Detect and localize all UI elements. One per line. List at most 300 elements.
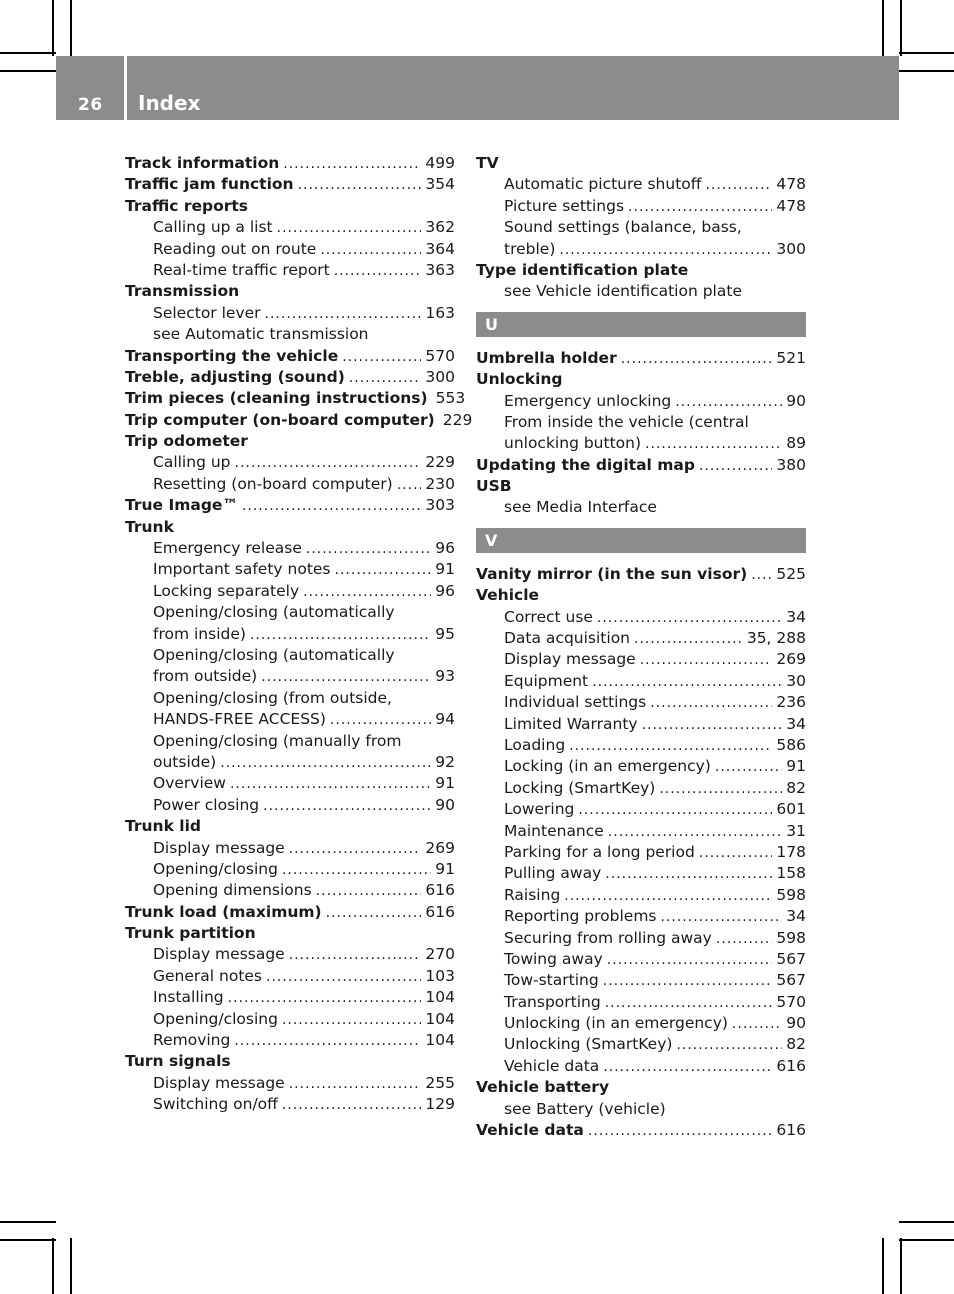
dot-leader [659,779,782,800]
index-subentry [476,217,806,238]
entry-text: Trim pieces (cleaning instructions) [125,389,428,408]
page-reference[interactable]: 82 [786,1035,806,1054]
dot-leader [250,625,431,646]
page-reference[interactable]: 129 [425,1095,455,1114]
index-entry [125,1051,455,1072]
entry-text: Raising [504,885,561,904]
dot-leader [277,218,422,239]
dot-leader [605,864,772,885]
entry-text: Unlocking (in an emergency) [504,1014,728,1033]
page-reference[interactable]: 525 [776,564,806,583]
index-subentry[interactable] [476,714,806,735]
index-subentry[interactable] [476,842,806,863]
entry-text: Traffic jam function [125,175,294,194]
index-subentry[interactable] [125,752,455,773]
page-reference[interactable]: 92 [435,752,455,771]
entry-text: Opening/closing (automatically [153,645,395,664]
crop-mark [899,52,954,54]
page-reference[interactable]: 178 [776,842,806,861]
index-subentry [476,281,806,302]
index-entry [125,196,455,217]
index-subentry[interactable] [476,1056,806,1077]
dot-leader [230,774,431,795]
crop-mark [882,1238,884,1294]
dot-leader [282,1010,421,1031]
page-reference[interactable]: 230 [425,474,455,493]
index-subentry[interactable] [476,821,806,842]
page-reference[interactable]: 354 [425,175,455,194]
dot-leader [675,392,782,413]
dot-leader [699,843,773,864]
crop-mark [899,1239,954,1241]
dot-leader [289,1074,422,1095]
dot-leader [242,496,421,517]
index-subentry[interactable] [125,239,455,260]
index-subentry[interactable] [125,1094,455,1115]
page-reference[interactable]: 91 [786,757,806,776]
page-reference[interactable]: 598 [776,928,806,947]
entry-text: Track information [125,154,280,172]
page-reference[interactable]: 82 [786,778,806,797]
index-subentry[interactable] [125,217,455,238]
crop-mark [899,70,954,72]
dot-leader [289,839,422,860]
index-subentry[interactable] [125,303,455,324]
entry-text: Vehicle battery [476,1078,610,1097]
entry-text: Maintenance [504,821,604,840]
page-reference[interactable]: 521 [776,348,806,367]
page-reference[interactable]: 104 [425,988,455,1007]
index-column-left [125,153,473,1116]
dot-leader [282,1095,422,1116]
index-subentry[interactable] [476,649,806,670]
page-reference[interactable]: 93 [435,667,455,686]
index-subentry [125,645,455,666]
dot-leader [650,693,772,714]
crop-mark [0,70,56,72]
page-reference[interactable]: 478 [776,175,806,194]
page-reference[interactable]: 91 [435,859,455,878]
dot-leader [334,261,422,282]
page-reference[interactable]: 380 [776,455,806,474]
crop-mark [899,1221,954,1223]
entry-text: Data acquisition [504,629,630,648]
dot-leader [640,650,773,671]
page-reference[interactable]: 35, 288 [746,629,806,648]
index-subentry[interactable] [125,666,455,687]
index-subentry[interactable] [476,885,806,906]
page-reference[interactable]: 91 [435,774,455,793]
index-subentry[interactable] [476,391,806,412]
index-entry[interactable] [125,153,455,174]
index-subentry[interactable] [476,1034,806,1055]
entry-text: from outside) [153,667,258,686]
dot-leader [335,560,432,581]
index-subentry[interactable] [476,928,806,949]
entry-text: Display message [153,1073,285,1092]
entry-text: Opening dimensions [153,881,312,900]
entry-text: Vanity mirror (in the sun visor) [476,564,748,583]
index-subentry [125,324,455,345]
entry-text: Transporting [504,992,601,1011]
index-subentry[interactable] [125,709,455,730]
dot-leader [603,971,773,992]
dot-leader [569,736,772,757]
crop-mark [0,1239,56,1241]
entry-text: Important safety notes [153,560,331,579]
dot-leader [751,565,772,586]
page-reference[interactable]: 158 [776,864,806,883]
index-entry[interactable] [125,495,455,516]
page-reference[interactable]: 570 [776,992,806,1011]
dot-leader [261,667,431,688]
index-subentry [476,1099,806,1120]
entry-text: Vehicle [476,586,540,605]
index-entry [476,476,806,497]
dot-leader [661,907,783,928]
dot-leader [330,710,431,731]
entry-text: outside) [153,752,217,771]
index-entry [125,431,455,452]
entry-text: see Vehicle identification plate [504,282,742,301]
entry-text: Overview [153,774,226,793]
dot-leader [320,240,421,261]
index-entry [125,816,455,837]
entry-text: Reading out on route [153,239,317,258]
page-reference[interactable]: 616 [776,1056,806,1075]
entry-text: Limited Warranty [504,714,638,733]
section-header: U [476,312,806,337]
index-subentry[interactable] [476,196,806,217]
index-subentry[interactable] [476,949,806,970]
entry-text: Correct use [504,607,593,626]
dot-leader [564,886,772,907]
dot-leader [578,800,772,821]
page-reference[interactable]: 601 [776,800,806,819]
dot-leader [316,881,422,902]
page-reference[interactable]: 34 [786,714,806,733]
page-reference[interactable]: 34 [786,607,806,626]
index-entry[interactable] [125,410,473,431]
page-reference[interactable]: 363 [425,260,455,279]
dot-leader [605,993,773,1014]
entry-text: True Image™ [125,496,238,515]
entry-text: Selector lever [153,303,261,322]
entry-text: Unlocking [476,370,563,389]
crop-mark [882,0,884,56]
dot-leader [705,175,772,196]
index-subentry[interactable] [125,474,455,495]
index-subentry[interactable] [476,970,806,991]
index-entry[interactable] [125,388,466,409]
page-reference[interactable]: 478 [776,196,806,215]
index-entry [476,260,806,281]
dot-leader [283,154,421,175]
page-title: Index [138,91,201,115]
index-subentry[interactable] [125,966,455,987]
entry-text: Trunk load (maximum) [125,902,322,921]
entry-text: from inside) [153,624,246,643]
index-subentry[interactable] [476,756,806,777]
index-subentry[interactable] [125,1009,455,1030]
dot-leader [303,582,431,603]
index-subentry[interactable] [125,581,455,602]
entry-text: Treble, adjusting (sound) [125,367,345,386]
index-subentry[interactable] [125,559,455,580]
index-entry[interactable] [125,346,455,367]
crop-mark [70,1238,72,1294]
index-subentry[interactable] [125,859,455,880]
entry-text: Trunk [125,517,174,536]
entry-text: Traffic reports [125,196,249,215]
index-entry[interactable] [125,367,455,388]
entry-text: Calling up a list [153,218,273,237]
index-subentry[interactable] [125,795,455,816]
entry-text: Updating the digital map [476,455,695,474]
index-subentry[interactable] [125,987,455,1008]
page-reference[interactable]: 89 [786,434,806,453]
crop-mark [900,1238,902,1294]
page-reference[interactable]: 570 [425,346,455,365]
dot-leader [607,950,773,971]
entry-text: Lowering [504,800,575,819]
index-subentry[interactable] [476,906,806,927]
index-entry [476,585,806,606]
index-entry[interactable] [476,348,806,369]
entry-text: see Media Interface [504,498,657,517]
entry-text: treble) [504,239,556,258]
entry-text: Locking (in an emergency) [504,757,711,776]
entry-text: Power closing [153,795,260,814]
dot-leader [676,1035,782,1056]
index-entry[interactable] [476,564,806,585]
entry-text: USB [476,477,512,496]
page-reference[interactable]: 616 [776,1121,806,1140]
index-entry [476,1077,806,1098]
dot-leader [608,822,782,843]
index-subentry [476,412,806,433]
page-reference[interactable]: 553 [435,389,466,408]
index-subentry[interactable] [125,944,455,965]
dot-leader [559,240,772,261]
page-reference[interactable]: 616 [425,902,455,921]
index-subentry[interactable] [476,799,806,820]
index-subentry[interactable] [476,239,806,260]
entry-text: Removing [153,1031,231,1050]
entry-text: Resetting (on-board computer) [153,474,393,493]
entry-text: Umbrella holder [476,348,617,367]
entry-text: Trip computer (on-board computer) [125,410,435,429]
index-subentry[interactable] [125,1030,455,1051]
dot-leader [699,456,772,477]
entry-text: see Automatic transmission [153,325,369,344]
entry-text: Individual settings [504,693,647,712]
entry-text: Real-time traffic report [153,260,330,279]
entry-text: From inside the vehicle (central [504,412,749,431]
dot-leader [349,368,422,389]
page-reference[interactable]: 567 [776,949,806,968]
dot-leader [588,1121,773,1142]
page-reference[interactable]: 96 [435,581,455,600]
entry-text: Picture settings [504,196,625,215]
entry-text: Unlocking (SmartKey) [504,1035,673,1054]
page-reference[interactable]: 229 [442,410,473,429]
page-reference[interactable]: 34 [786,907,806,926]
index-subentry[interactable] [476,735,806,756]
index-subentry[interactable] [125,260,455,281]
index-subentry[interactable] [476,433,806,454]
dot-leader [289,945,422,966]
index-entry [476,153,806,174]
page-reference[interactable]: 236 [776,693,806,712]
entry-text: unlocking button) [504,434,642,453]
dot-leader [621,349,773,370]
index-entry [125,281,455,302]
dot-leader [715,757,782,778]
page-number: 26 [78,95,103,115]
page-reference[interactable]: 303 [425,496,455,515]
entry-text: Display message [153,945,285,964]
entry-text: Trunk partition [125,924,256,943]
index-subentry[interactable] [125,838,455,859]
entry-text: see Battery (vehicle) [504,1099,666,1118]
index-subentry[interactable] [125,538,455,559]
page-reference[interactable]: 94 [435,710,455,729]
entry-text: Transmission [125,282,240,301]
dot-leader [265,304,422,325]
entry-text: Switching on/off [153,1095,278,1114]
page-reference[interactable]: 90 [786,391,806,410]
page-reference[interactable]: 104 [425,1009,455,1028]
page-reference[interactable]: 96 [435,539,455,558]
page-reference[interactable]: 91 [435,560,455,579]
dot-leader [645,434,782,455]
index-entry [125,517,455,538]
entry-text: HANDS-FREE ACCESS) [153,710,326,729]
page-reference[interactable]: 567 [776,971,806,990]
entry-text: Display message [153,838,285,857]
index-subentry[interactable] [125,773,455,794]
index-subentry[interactable] [476,671,806,692]
page-reference[interactable]: 103 [425,966,455,985]
index-subentry[interactable] [476,692,806,713]
index-subentry[interactable] [476,778,806,799]
index-entry[interactable] [125,174,455,195]
index-subentry[interactable] [476,607,806,628]
index-subentry[interactable] [476,1013,806,1034]
header-divider [124,56,127,120]
page-reference[interactable]: 31 [786,821,806,840]
entry-text: Reporting problems [504,907,657,926]
page-reference[interactable]: 90 [435,795,455,814]
index-subentry [125,602,455,623]
index-subentry[interactable] [476,628,806,649]
dot-leader [298,175,422,196]
entry-text: Opening/closing (manually from [153,731,402,750]
entry-text: Vehicle data [476,1121,584,1140]
entry-text: Locking separately [153,581,300,600]
index-subentry[interactable] [125,452,455,473]
page-reference[interactable]: 598 [776,885,806,904]
index-entry[interactable] [476,1120,806,1141]
entry-text: Opening/closing [153,1009,278,1028]
page-reference[interactable]: 300 [776,239,806,258]
index-entry[interactable] [125,902,455,923]
index-subentry[interactable] [125,624,455,645]
page-reference[interactable]: 270 [425,945,455,964]
crop-mark [900,0,902,56]
page-reference[interactable]: 499 [425,154,455,172]
entry-text: Parking for a long period [504,842,695,861]
page-reference[interactable]: 229 [425,453,455,472]
section-header: V [476,528,806,553]
entry-text: Locking (SmartKey) [504,778,656,797]
page-reference[interactable]: 255 [425,1073,455,1092]
index-subentry[interactable] [476,863,806,884]
dot-leader [282,860,431,881]
index-subentry[interactable] [476,174,806,195]
dot-leader [228,988,422,1009]
page-reference[interactable]: 586 [776,735,806,754]
dot-leader [266,967,421,988]
index-entry[interactable] [476,455,806,476]
page-reference[interactable]: 300 [425,367,455,386]
entry-text: Equipment [504,671,589,690]
entry-text: Tow-starting [504,971,599,990]
dot-leader [597,608,782,629]
dot-leader [716,929,773,950]
index-subentry[interactable] [125,1073,455,1094]
crop-mark [52,0,54,56]
dot-leader [235,453,422,474]
crop-mark [0,52,56,54]
entry-text: General notes [153,966,263,985]
index-subentry[interactable] [476,992,806,1013]
entry-text: Emergency unlocking [504,391,672,410]
page-reference[interactable]: 95 [435,624,455,643]
entry-text: TV [476,154,499,172]
page-reference[interactable]: 362 [425,218,455,237]
entry-text: Vehicle data [504,1056,600,1075]
index-subentry[interactable] [125,880,455,901]
dot-leader [397,475,422,496]
entry-text: Display message [504,650,636,669]
page-reference[interactable]: 616 [425,881,455,900]
entry-text: Trip odometer [125,432,248,451]
dot-leader [642,715,783,736]
entry-text: Type identification plate [476,260,689,279]
dot-leader [220,753,431,774]
entry-text: Opening/closing (automatically [153,603,395,622]
page-reference[interactable]: 364 [425,239,455,258]
index-entry [125,923,455,944]
page-reference[interactable]: 269 [776,650,806,669]
crop-mark [70,0,72,56]
page-reference[interactable]: 163 [425,303,455,322]
dot-leader [306,539,431,560]
dot-leader [634,629,743,650]
dot-leader [732,1014,782,1035]
page-reference[interactable]: 104 [425,1031,455,1050]
entry-text: Turn signals [125,1052,231,1071]
page-reference[interactable]: 30 [786,671,806,690]
entry-text: Trunk lid [125,817,202,836]
dot-leader [628,197,772,218]
page-reference[interactable]: 269 [425,838,455,857]
entry-text: Transporting the vehicle [125,346,339,365]
index-subentry [125,688,455,709]
page-reference[interactable]: 90 [786,1014,806,1033]
